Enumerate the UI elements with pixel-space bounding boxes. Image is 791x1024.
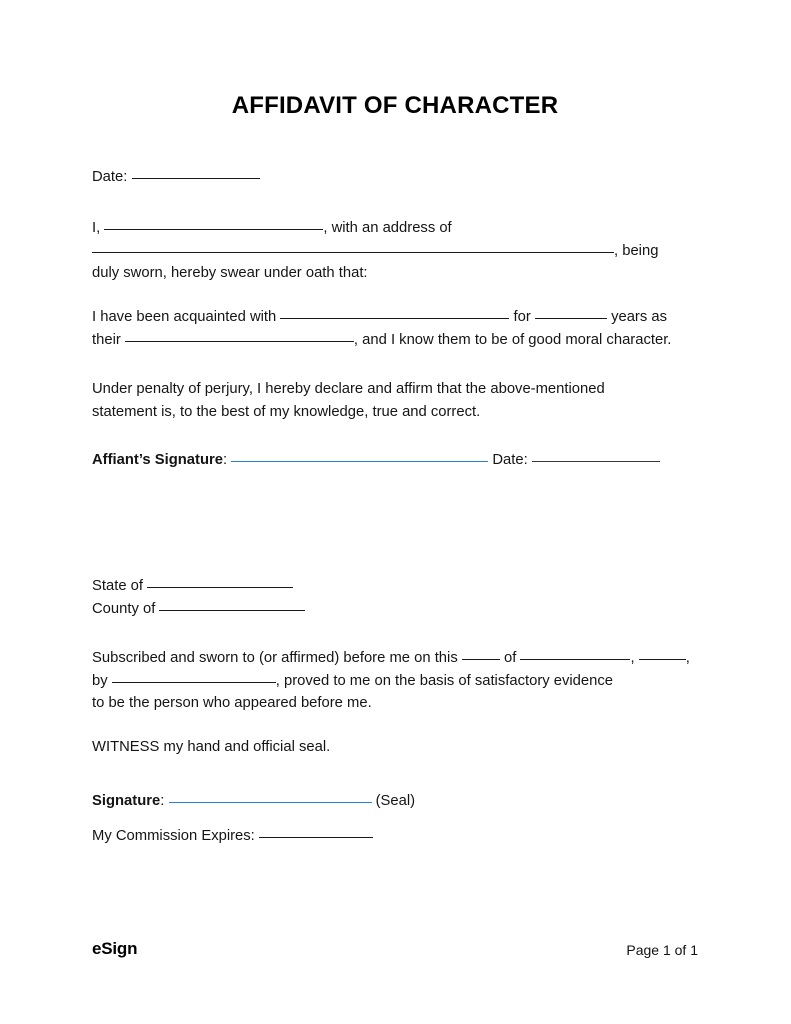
acquaintance-character-text: , and I know them to be of good moral character. — [353, 331, 672, 348]
county-row — [92, 598, 698, 621]
date-blank[interactable] — [132, 167, 260, 179]
commission-expiry-blank[interactable] — [259, 826, 373, 838]
sworn-day-blank[interactable] — [462, 648, 500, 660]
intro-address-label: , with an address of — [323, 220, 452, 236]
affiant-name-blank[interactable] — [104, 218, 323, 230]
notary-jurisdiction-block — [92, 575, 698, 620]
sworn-prefix: Subscribed and sworn to (or affirmed) before me on this — [92, 650, 458, 666]
intro-prefix: I, — [92, 220, 101, 236]
intro-line-3: duly sworn, hereby swear under oath that: — [92, 265, 368, 281]
affiant-address-blank[interactable] — [92, 241, 614, 253]
sworn-person-blank[interactable] — [112, 671, 276, 683]
sworn-by-label: by — [92, 672, 108, 689]
acquaintance-paragraph — [92, 306, 698, 351]
sworn-of-label: of — [503, 650, 517, 666]
sworn-comma-2: , — [685, 650, 690, 666]
acquaintance-years-label: years as — [611, 309, 667, 325]
relationship-blank[interactable] — [125, 330, 354, 342]
sworn-paragraph — [92, 647, 698, 715]
state-blank[interactable] — [147, 576, 293, 588]
notary-signature-row — [92, 790, 698, 813]
sworn-line-1 — [92, 647, 698, 670]
state-row — [92, 575, 698, 598]
perjury-line-2: statement is, to the best of my knowledge, true and correct. — [92, 403, 481, 420]
witness-line: WITNESS my hand and official seal. — [92, 739, 331, 755]
acquaintance-years-blank[interactable] — [535, 307, 607, 319]
affiant-signature-blank[interactable] — [231, 450, 488, 462]
intro-line-1 — [92, 217, 698, 240]
notary-signature-colon: : — [160, 793, 165, 809]
sworn-comma-1: , — [630, 650, 635, 666]
affiant-signature-row — [92, 449, 698, 472]
acquaintance-person-blank[interactable] — [280, 307, 509, 319]
acquaintance-their-label: their — [92, 331, 121, 348]
affiant-signature-label: Affiant’s Signature — [92, 452, 223, 468]
commission-expiry-row — [92, 825, 698, 848]
county-blank[interactable] — [159, 599, 305, 611]
state-label: State of — [92, 578, 144, 594]
affiant-signature-colon: : — [223, 452, 228, 468]
sworn-evidence-text: , proved to me on the basis of satisfactory evidence — [275, 672, 613, 689]
sworn-line-2 — [92, 670, 698, 693]
commission-label: My Commission Expires: — [92, 828, 255, 844]
acquaintance-for-label: for — [513, 309, 531, 325]
sworn-line-3: to be the person who appeared before me. — [92, 695, 372, 711]
seal-label: (Seal) — [375, 793, 416, 809]
sworn-year-blank[interactable] — [639, 648, 686, 660]
affiant-date-label: Date: — [492, 452, 528, 468]
perjury-paragraph — [92, 378, 698, 423]
acquaintance-prefix: I have been acquainted with — [92, 309, 277, 325]
intro-paragraph — [92, 217, 698, 285]
perjury-line-1: Under penalty of perjury, I hereby declare and affirm that the above-mentioned — [92, 381, 605, 397]
acquaintance-line-1 — [92, 306, 698, 329]
sworn-month-blank[interactable] — [520, 648, 630, 660]
affiant-date-blank[interactable] — [532, 450, 660, 462]
date-field-row — [92, 166, 698, 189]
intro-line-2 — [92, 240, 698, 263]
notary-signature-blank[interactable] — [169, 791, 372, 803]
notary-signature-label: Signature — [92, 793, 161, 809]
county-label: County of — [92, 600, 156, 617]
page-title: AFFIDAVIT OF CHARACTER — [231, 92, 559, 119]
intro-being-text: , being — [614, 242, 659, 259]
esign-logo: eSign — [92, 939, 138, 958]
date-label: Date: — [92, 169, 128, 185]
acquaintance-line-2 — [92, 329, 698, 352]
page-indicator: Page 1 of 1 — [626, 942, 698, 958]
